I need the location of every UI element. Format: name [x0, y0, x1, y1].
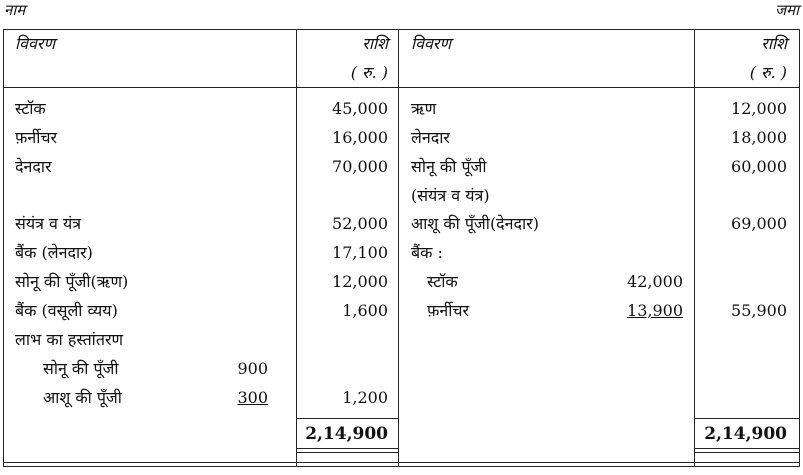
right-total-rule-double	[695, 452, 799, 453]
right-amount-header: राशि	[761, 34, 787, 53]
credit-label: बैंक :	[411, 243, 443, 262]
debit-amount: 17,100	[332, 243, 388, 262]
right-total-rule-top	[695, 418, 799, 419]
left-amount-header: राशि	[362, 34, 388, 53]
credit-amount: 60,000	[731, 157, 787, 176]
profit-share-amount: 900	[237, 359, 268, 378]
bank-total-amount: 55,900	[731, 301, 787, 320]
left-total-rule-bottom	[297, 448, 398, 449]
profit-total-amount: 1,200	[342, 388, 388, 407]
table-right-border	[799, 29, 800, 467]
right-total-rule-bottom	[695, 448, 799, 449]
credit-label: सोनू की पूँजी	[411, 157, 487, 176]
debit-label: बैंक (वसूली व्यय)	[15, 301, 118, 320]
left-total-rule-top	[297, 418, 398, 419]
debit-label: संयंत्र व यंत्र	[15, 214, 82, 233]
credit-side-label: जमा	[775, 1, 799, 19]
debit-amount: 16,000	[332, 128, 388, 147]
credit-total: 2,14,900	[704, 424, 787, 444]
credit-label: लेनदार	[411, 128, 450, 147]
right-particulars-header: विवरण	[411, 34, 452, 53]
bank-item-amount: 42,000	[627, 272, 683, 291]
left-total-rule-double	[297, 452, 398, 453]
bank-item-label: फ़र्नीचर	[427, 301, 470, 320]
header-separator	[3, 87, 800, 88]
debit-amount: 45,000	[332, 99, 388, 118]
debit-amount: 70,000	[332, 157, 388, 176]
credit-amount: 12,000	[731, 99, 787, 118]
table-top-border	[3, 29, 800, 30]
credit-label: आशू की पूँजी(देनदार)	[411, 214, 539, 233]
credit-amount: 69,000	[731, 214, 787, 233]
debit-amount: 52,000	[332, 214, 388, 233]
debit-label: सोनू की पूँजी(ऋण)	[15, 272, 129, 291]
bank-item-label: स्टॉक	[427, 272, 458, 291]
credit-label-note: (संयंत्र व यंत्र)	[411, 186, 490, 205]
debit-label: देनदार	[15, 157, 52, 176]
debit-side-label: नाम	[4, 1, 26, 19]
credit-amount: 18,000	[731, 128, 787, 147]
table-bottom-border-2	[3, 466, 800, 467]
left-particulars-header: विवरण	[15, 34, 56, 53]
debit-amount: 12,000	[332, 272, 388, 291]
table-bottom-border-1	[3, 462, 800, 463]
profit-share-label: आशू की पूँजी	[43, 388, 122, 407]
left-amount-col-line	[296, 29, 297, 467]
debit-label: फ़र्नीचर	[15, 128, 58, 147]
debit-label: स्टॉक	[15, 99, 46, 118]
bank-item-amount: 13,900	[627, 301, 683, 320]
right-amount-col-line	[694, 29, 695, 467]
profit-share-amount: 300	[237, 388, 268, 407]
right-amount-unit: ( रु. )	[749, 63, 787, 82]
debit-amount: 1,600	[342, 301, 388, 320]
table-left-border	[3, 29, 4, 467]
profit-share-label: सोनू की पूँजी	[43, 359, 119, 378]
debit-label: बैंक (लेनदार)	[15, 243, 93, 262]
debit-total: 2,14,900	[305, 424, 388, 444]
center-divider	[398, 29, 399, 467]
left-amount-unit: ( रु. )	[350, 63, 388, 82]
credit-label: ऋण	[411, 99, 437, 118]
debit-label: लाभ का हस्तांतरण	[15, 330, 124, 349]
